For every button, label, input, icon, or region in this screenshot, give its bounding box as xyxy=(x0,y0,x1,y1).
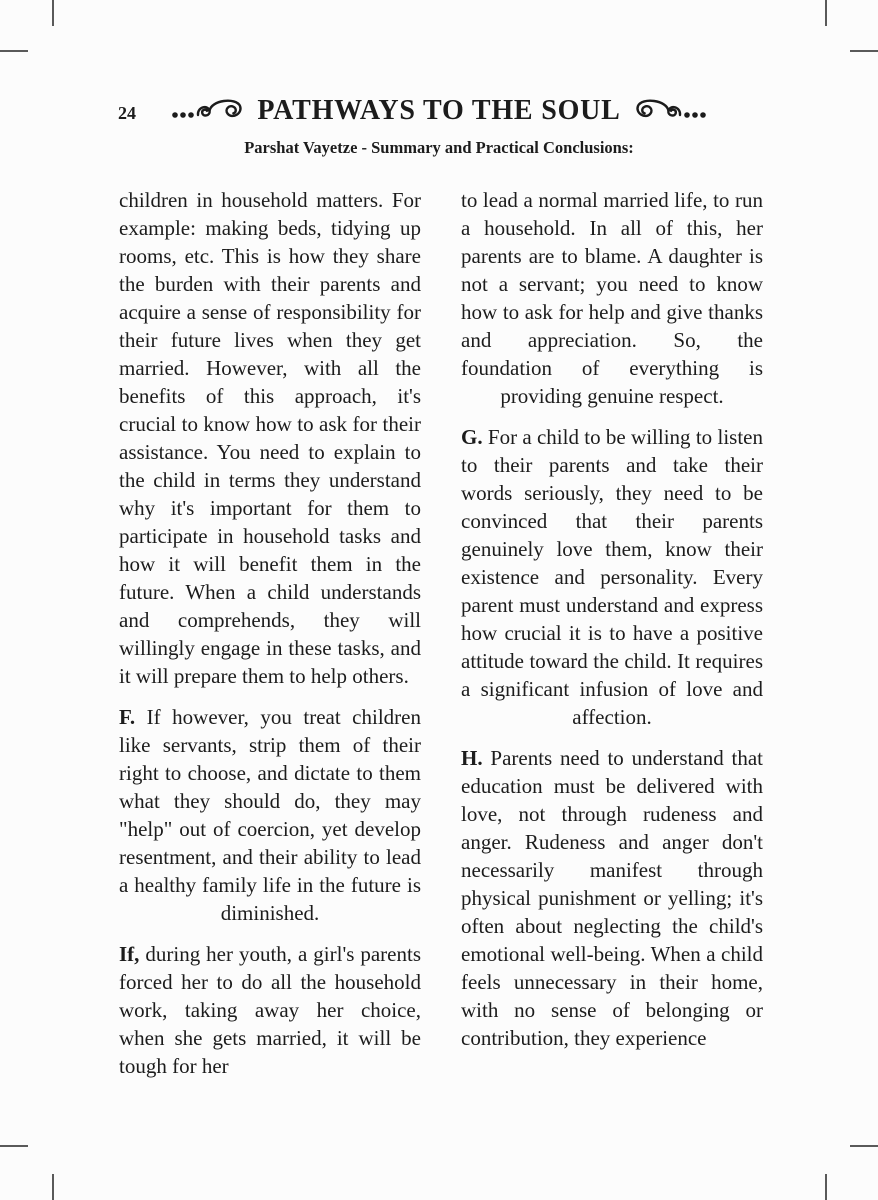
crop-mark xyxy=(0,50,28,52)
text-columns xyxy=(119,186,763,1093)
paragraph-text: during her youth, a girl's parents forced her to do all the household work, taking away her choice, when she gets married, it will be tough for her xyxy=(119,942,422,1078)
paragraph-lead: G. xyxy=(461,425,488,449)
page-subtitle: Parshat Vayetze - Summary and Practical Conclusions: xyxy=(244,138,634,157)
paragraph-text: children in household matters. For example: making beds, tidying up rooms, etc. This is how they share the burden with their parents and acquire a sense of responsibility for their future lives when they get married. However, with all the benefits of this approach, it's crucial to know how to ask for their assistance. You need to explain to the child in terms they understand why it's important for them to participate in household tasks and how it will benefit them in the future. When a child understands and comprehends, they will willingly engage in these tasks, and it will prepare them to help others. xyxy=(119,188,421,688)
left-column xyxy=(119,186,421,1093)
paragraph xyxy=(461,423,763,731)
crop-mark xyxy=(52,1174,54,1200)
scroll-flourish-right-icon xyxy=(626,96,708,126)
crop-mark xyxy=(0,1145,28,1147)
crop-mark xyxy=(825,1174,827,1200)
page-number: 24 xyxy=(118,103,136,123)
crop-mark xyxy=(850,1145,878,1147)
paragraph-lead: H. xyxy=(461,746,491,770)
paragraph-lead: If, xyxy=(119,942,146,966)
page-title: PATHWAYS TO THE SOUL xyxy=(257,95,621,126)
paragraph xyxy=(119,186,421,690)
paragraph-text: If however, you treat children like servants, strip them of their right to choose, and dictate to them what they should do, they may "help" out of coercion, yet develop resentment, and their ability to lead a healthy family life in the future is diminished. xyxy=(119,705,421,925)
paragraph-lead: F. xyxy=(119,705,147,729)
paragraph xyxy=(119,940,421,1080)
paragraph xyxy=(119,703,421,927)
paragraph-text: Parents need to understand that education must be delivered with love, not through rudeness and anger. Rudeness and anger don't necessarily manifest through physical punishment or yelling; it's often about neglecting the child's emotional well-being. When a child feels unnecessary in their home, with no sense of belonging or contribution, they experience xyxy=(461,746,763,1050)
paragraph xyxy=(461,186,763,410)
crop-mark xyxy=(825,0,827,26)
paragraph xyxy=(461,744,763,1052)
page-header xyxy=(0,95,878,127)
paragraph-text: For a child to be willing to listen to their parents and take their words seriously, they need to be convinced that their parents genuinely love them, know their existence and personality. Every parent must understand and express how crucial it is to have a positive attitude toward the child. It requires a significant infusion of love and affection. xyxy=(461,425,763,729)
crop-mark xyxy=(850,50,878,52)
scroll-flourish-left-icon xyxy=(170,96,252,126)
paragraph-text: to lead a normal married life, to run a household. In all of this, her parents are to blame. A daughter is not a servant; you need to know how to ask for help and give thanks and appreciation. So, the foundation of everything is providing genuine respect. xyxy=(461,188,763,408)
right-column xyxy=(461,186,763,1093)
crop-mark xyxy=(52,0,54,26)
